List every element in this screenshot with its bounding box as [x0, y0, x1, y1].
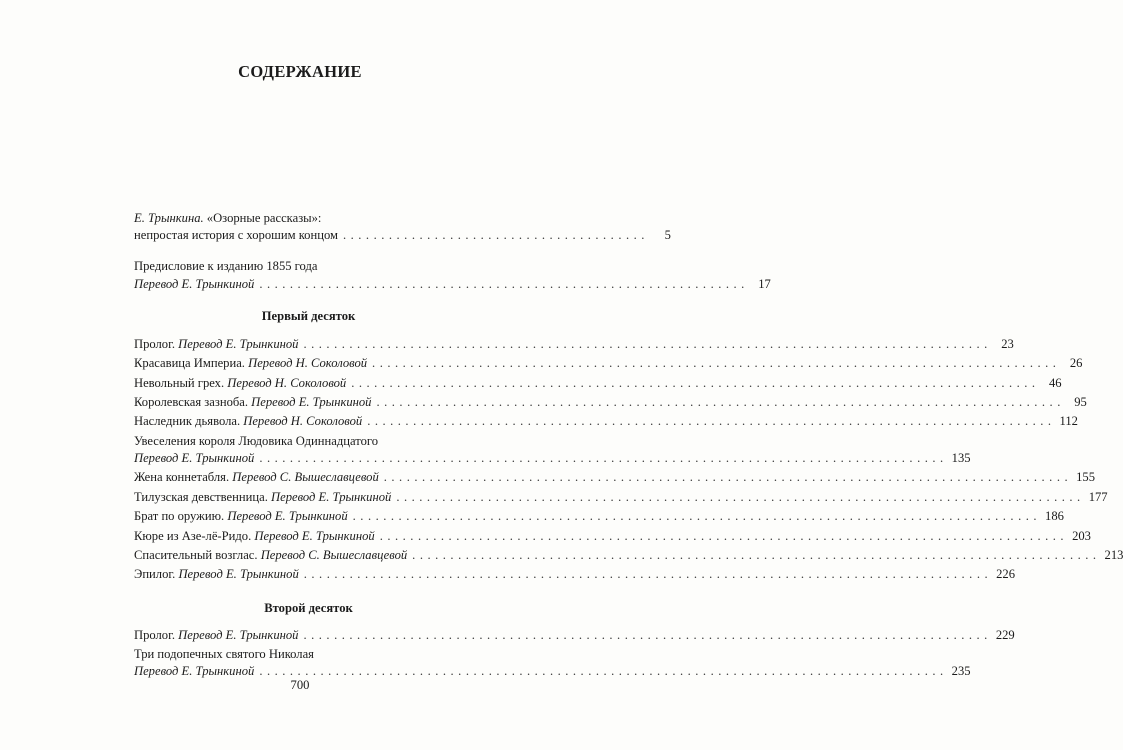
toc-entry[interactable] — [134, 528, 1091, 545]
toc-entry-title: «Озорные рассказы»: — [203, 211, 322, 225]
toc-entry-page: 112 — [1059, 414, 1078, 429]
toc-entry-text — [134, 413, 362, 430]
toc-entry-title: Пролог. — [134, 336, 175, 351]
toc-entry-line — [134, 450, 971, 467]
dot-leader: .......................................................................................... — [352, 509, 1042, 524]
section-heading: Второй десяток — [264, 600, 353, 615]
toc-entry-title: Эпилог. — [134, 567, 176, 582]
dot-leader: .......................................................................................... — [303, 567, 993, 582]
toc-entry-title: Увеселения короля Людовика Одиннадцатого — [134, 433, 379, 448]
toc-entry-text — [134, 508, 348, 525]
toc-entry-introduction[interactable] — [134, 210, 671, 244]
toc-entry-translator: Перевод Е. Трынкиной — [178, 627, 299, 642]
toc-entry-page: 203 — [1072, 528, 1091, 543]
toc-entry-preface[interactable] — [134, 258, 771, 292]
toc-entry-translator: Перевод Е. Трынкиной — [271, 489, 392, 504]
toc-entry-translator: Перевод Е. Трынкиной — [134, 450, 255, 465]
section-entries — [134, 336, 1123, 584]
toc-entry-page: 226 — [996, 567, 1015, 582]
toc-entry-title: Три подопечных святого Николая — [134, 646, 314, 661]
toc-entry-translator: Перевод С. Вышеславцевой — [260, 547, 408, 562]
toc-entry-page: 229 — [995, 627, 1015, 642]
toc-entry-page: 186 — [1045, 509, 1064, 524]
toc-entry-title: Пролог. — [134, 627, 175, 642]
toc-entry-text — [134, 394, 371, 411]
toc-entry-title: Жена коннетабля. — [134, 470, 230, 485]
toc-entry-line — [134, 566, 1015, 583]
section-entries — [134, 627, 1015, 681]
toc-entry-page: 5 — [664, 228, 671, 243]
dot-leader: .......................................................................................... — [383, 470, 1073, 485]
toc-entry-page: 177 — [1088, 489, 1108, 504]
toc-entry[interactable] — [134, 375, 1062, 392]
toc-entry-translator: Перевод Е. Трынкиной — [251, 394, 372, 409]
toc-entry-translator: Перевод Н. Соколовой — [227, 375, 347, 390]
toc-entry-title: Брат по оружию. — [134, 509, 225, 524]
toc-entry[interactable] — [134, 336, 1014, 353]
toc-entry-translator: Перевод Н. Соколовой — [248, 356, 368, 371]
dot-leader: ................................................................ — [259, 276, 749, 291]
toc-entry-translator: Перевод Е. Трынкиной — [134, 276, 255, 291]
dot-leader: .......................................................................................... — [396, 489, 1085, 504]
dot-leader: .......................................................................................... — [303, 336, 992, 351]
toc-entry-page: 135 — [951, 450, 971, 465]
toc-entry-line — [134, 210, 483, 227]
dot-leader: .......................................................................................... — [372, 356, 1061, 371]
toc-entry-title: Наследник дьявола. — [134, 414, 241, 429]
dot-leader: .......................................................................................... — [412, 547, 1101, 562]
table-of-contents — [134, 210, 1123, 683]
toc-entry-translator: Перевод Е. Трынкиной — [227, 509, 348, 524]
toc-entry-translator: Перевод С. Вышеславцевой — [232, 470, 379, 485]
toc-entry-text — [134, 528, 375, 545]
toc-entry-title: Спасительный возглас. — [134, 547, 258, 562]
toc-entry-line — [134, 336, 1014, 353]
toc-entry[interactable] — [134, 469, 1095, 486]
toc-entry-line — [134, 528, 1091, 545]
toc-entry-line — [134, 355, 1083, 372]
toc-entry-line — [134, 276, 771, 293]
toc-entry-page: 23 — [1001, 336, 1014, 351]
toc-entry-page: 95 — [1074, 394, 1087, 409]
toc-entry-line — [134, 469, 1095, 486]
toc-entry-page: 235 — [951, 664, 971, 679]
toc-entry-text — [134, 627, 298, 644]
dot-leader: .......................................................................................... — [259, 664, 948, 679]
toc-entry-translator: Перевод Н. Соколовой — [243, 414, 363, 429]
toc-entry[interactable] — [134, 355, 1083, 372]
toc-entry[interactable] — [134, 394, 1087, 411]
toc-entry-title: Невольный грех. — [134, 375, 225, 390]
toc-entry-text — [134, 355, 367, 372]
toc-entry[interactable] — [134, 547, 1123, 564]
toc-entry-line — [134, 508, 1064, 525]
dot-leader: .......................................................................................... — [259, 450, 948, 465]
dot-leader: .......................................................................................... — [367, 414, 1056, 429]
toc-entry-line — [134, 627, 1015, 644]
toc-entry-text — [134, 469, 379, 486]
toc-entry-title: Предисловие к изданию 1855 года — [134, 259, 318, 274]
toc-entry-text — [134, 375, 346, 392]
toc-entry-line — [134, 375, 1062, 392]
toc-entry-author: Е. Трынкина. — [134, 211, 204, 225]
toc-entry-page: 17 — [758, 276, 771, 291]
toc-entry-title: Красавица Империа. — [134, 356, 245, 371]
toc-entry[interactable] — [134, 433, 971, 467]
toc-entry-line — [134, 489, 1108, 506]
dot-leader: ........................................ — [342, 228, 649, 243]
toc-entry-text — [134, 336, 298, 353]
toc-entry-title: Кюре из Азе-лё-Ридо. — [134, 528, 252, 543]
dot-leader: .......................................................................................... — [379, 528, 1069, 543]
toc-entry[interactable] — [134, 627, 1015, 644]
toc-entry-translator: Перевод Е. Трынкиной — [178, 567, 299, 582]
toc-entry-page: 213 — [1104, 547, 1123, 562]
toc-entry-translator: Перевод Е. Трынкиной — [178, 336, 299, 351]
section-heading: Первый десяток — [261, 308, 356, 323]
dot-leader: .......................................................................................... — [351, 375, 1040, 390]
toc-entry-title: непростая история с хорошим концом — [134, 228, 338, 243]
toc-entry-title: Королевская зазноба. — [134, 394, 249, 409]
page-number: 700 — [290, 678, 310, 692]
dot-leader: .......................................................................................... — [376, 394, 1065, 409]
toc-entry-page: 46 — [1048, 375, 1062, 390]
toc-entry-line — [134, 227, 671, 244]
toc-entry-page: 26 — [1069, 356, 1083, 371]
toc-entry-title: Тилузская девственница. — [134, 489, 268, 504]
toc-entry-text — [134, 566, 299, 583]
toc-entry-line — [134, 413, 1078, 430]
toc-entry[interactable] — [134, 508, 1064, 525]
toc-entry-line — [134, 547, 1123, 564]
toc-entry-page: 155 — [1076, 470, 1095, 485]
toc-entry[interactable] — [134, 566, 1015, 583]
dot-leader: .......................................................................................... — [303, 627, 992, 642]
toc-entry-text — [134, 547, 407, 564]
toc-entry[interactable] — [134, 489, 1108, 506]
page-title: СОДЕРЖАНИЕ — [238, 62, 362, 81]
toc-entry-translator: Перевод Е. Трынкиной — [134, 664, 255, 679]
toc-entry[interactable] — [134, 413, 1078, 430]
toc-entry[interactable] — [134, 646, 971, 680]
toc-entry-translator: Перевод Е. Трынкиной — [254, 528, 375, 543]
toc-entry-line — [134, 394, 1087, 411]
toc-entry-text — [134, 489, 391, 506]
